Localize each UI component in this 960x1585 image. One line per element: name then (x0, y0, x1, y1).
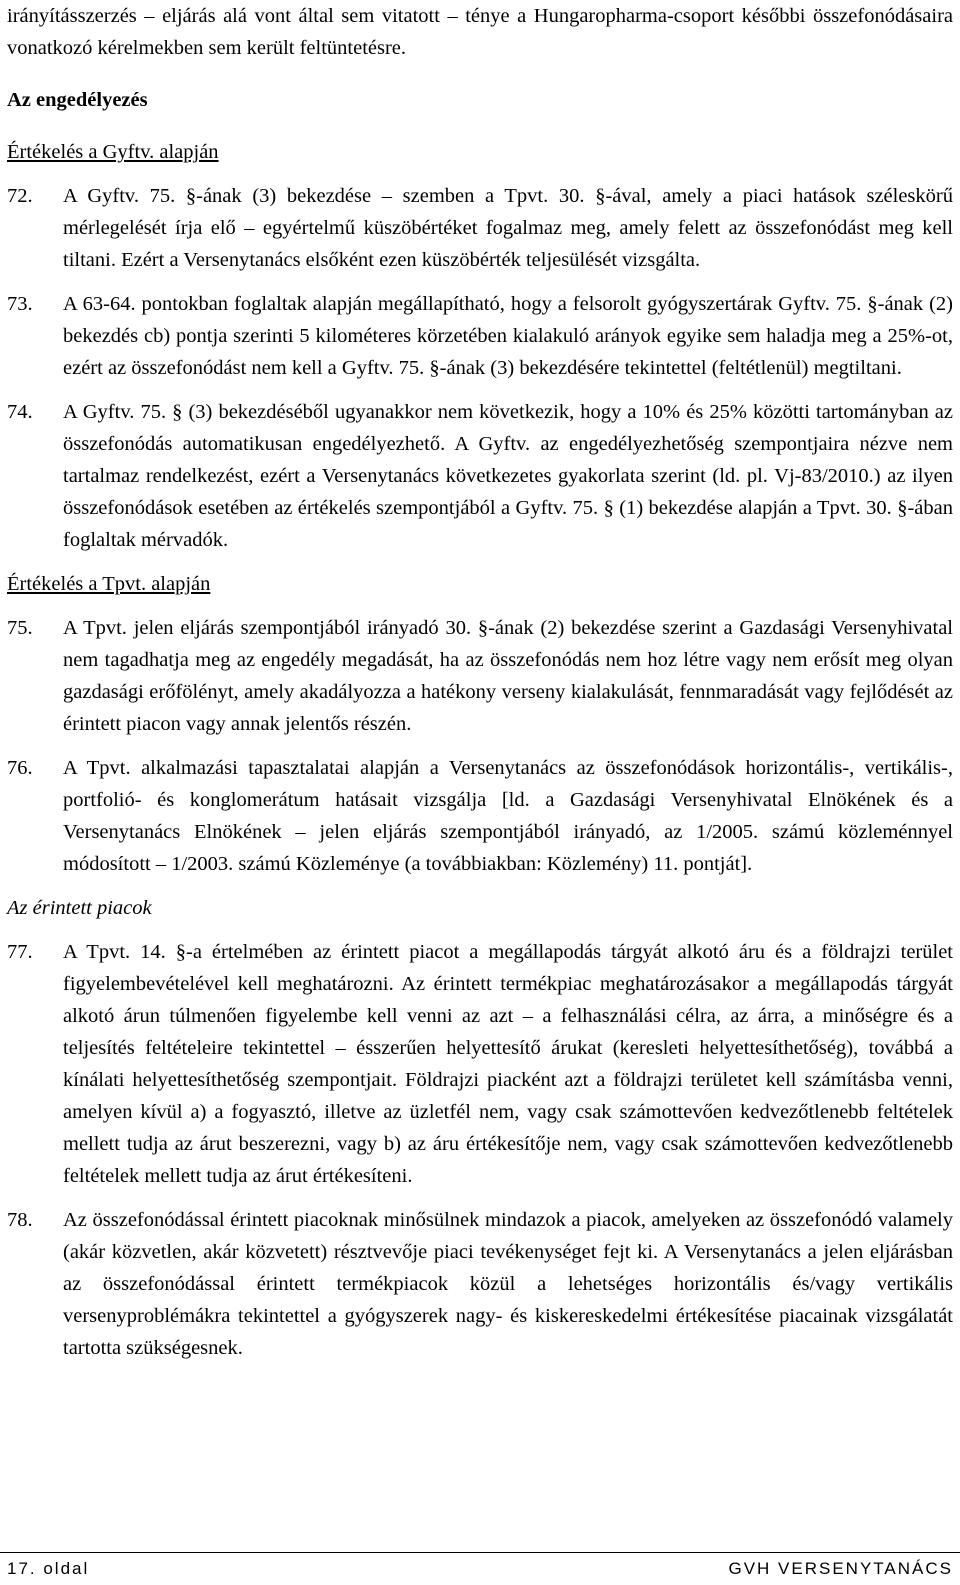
paragraph-text: A Gyftv. 75. § (3) bekezdéséből ugyanakkor nem következik, hogy a 10% és 25% közötti tartományban az összefonódás automatikusan engedélyezhető. A Gyftv. az engedélyezhetőség szempontjaira nézve nem tartalmaz rendelkezést, ezért a Versenytanács következetes gyakorlata szerint (ld. pl. Vj-83/2010.) az ilyen összefonódások esetében az értékelés szempontjából a Gyftv. 75. § (1) bekezdése alapján a Tpvt. 30. §-ában foglaltak mérvadók. (63, 401, 953, 551)
paragraph-group-tpvt (7, 612, 953, 880)
paragraph-text: A Tpvt. jelen eljárás szempontjából irányadó 30. §-ának (2) bekezdése szerint a Gazdasági Versenyhivatal nem tagadhatja meg az engedély megadását, ha az összefonódás nem hoz létre vagy nem erősít meg olyan gazdasági erőfölényt, amely akadályozza a hatékony verseny kialakulását, fennmaradását vagy fejlődését az érintett piacon vagy annak jelentős részén. (63, 617, 953, 735)
paragraph-text: A 63-64. pontokban foglaltak alapján megállapítható, hogy a felsorolt gyógyszertárak Gyftv. 75. §-ának (2) bekezdés cb) pontja szerinti 5 kilométeres körzetében kialakuló arányok egyike sem haladja meg a 25%-ot, ezért az összefonódást nem kell a Gyftv. 75. §-ának (3) bekezdésére tekintettel (feltétlenül) megtiltani. (63, 293, 953, 379)
footer-organization: GVH VERSENYTANÁCS (728, 1559, 953, 1578)
numbered-paragraph (7, 612, 953, 740)
paragraph-text: A Tpvt. 14. §-a értelmében az érintett piacot a megállapodás tárgyát alkotó áru és a földrajzi terület figyelembevételével kell meghatározni. Az érintett termékpiac meghatározásakor a megállapodás tárgyát alkotó árun túlmenően figyelembe kell venni az azt – a felhasználási célra, az árra, a minőségre és a teljesítés feltételeire tekintettel – ésszerűen helyettesítő árukat (keresleti helyettesíthetőség), továbbá a kínálati helyettesíthetőség szempontjait. Földrajzi piacként azt a földrajzi területet kell számításba venni, amelyen kívül a) a fogyasztó, illetve az üzletfél nem, vagy csak számottevően kedvezőtlenebb feltételek mellett tudja az árut beszerezni, vagy b) az áru értékesítője nem, vagy csak számottevően kedvezőtlenebb feltételek mellett tudja az árut értékesíteni. (63, 941, 953, 1187)
footer-divider (0, 1552, 960, 1553)
document-page (7, 0, 953, 1364)
numbered-paragraph (7, 1204, 953, 1364)
paragraph-number: 78. (7, 1209, 33, 1231)
heading-engedelyezes: Az engedélyezés (7, 89, 148, 111)
paragraph-number: 76. (7, 757, 33, 779)
paragraph-text: A Gyftv. 75. §-ának (3) bekezdése – szemben a Tpvt. 30. §-ával, amely a piaci hatások széleskörű mérlegelését írja elő – egyértelmű küszöbértéket fogalmaz meg, amely felett az összefonódást meg kell tiltani. Ezért a Versenytanács elsőként ezen küszöbérték teljesülését vizsgálta. (63, 185, 953, 271)
numbered-paragraph (7, 936, 953, 1192)
numbered-paragraph (7, 396, 953, 556)
page-number: 17. oldal (7, 1559, 90, 1578)
heading-gyftv: Értékelés a Gyftv. alapján (7, 141, 219, 163)
numbered-paragraph (7, 180, 953, 276)
paragraph-text: A Tpvt. alkalmazási tapasztalatai alapján a Versenytanács az összefonódások horizontális-, vertikális-, portfolió- és konglomerátum hatásait vizsgálja [ld. a Gazdasági Versenyhivatal Elnökének és a Versenytanács Elnökének – jelen eljárás szempontjából irányadó, az 1/2005. számú közleménnyel módosított – 1/2003. számú Közleménye (a továbbiakban: Közlemény) 11. pontját]. (63, 757, 953, 875)
page-footer (7, 1557, 953, 1581)
paragraph-number: 75. (7, 617, 33, 639)
numbered-paragraph (7, 752, 953, 880)
heading-piacok: Az érintett piacok (7, 897, 152, 919)
paragraph-number: 77. (7, 941, 33, 963)
paragraph-number: 74. (7, 401, 33, 423)
paragraph-text: Az összefonódással érintett piacoknak minősülnek mindazok a piacok, amelyeken az összefonódó valamely (akár közvetlen, akár közvetett) résztvevője piaci tevékenységet fejt ki. A Versenytanács a jelen eljárásban az összefonódással érintett termékpiacok közül a lehetséges horizontális és/vagy vertikális versenyproblémákra tekintettel a gyógyszerek nagy- és kiskereskedelmi értékesítése piacainak vizsgálatát tartotta szükségesnek. (63, 1209, 953, 1359)
numbered-paragraph (7, 288, 953, 384)
paragraph-group-gyftv (7, 180, 953, 556)
intro-text: irányításszerzés – eljárás alá vont által sem vitatott – ténye a Hungaropharma-csoport későbbi összefonódásaira vonatkozó kérelmekben sem került feltüntetésre. (7, 5, 953, 59)
paragraph-number: 73. (7, 293, 33, 315)
paragraph-group-piacok (7, 936, 953, 1364)
paragraph-number: 72. (7, 185, 33, 207)
heading-tpvt: Értékelés a Tpvt. alapján (7, 573, 211, 595)
